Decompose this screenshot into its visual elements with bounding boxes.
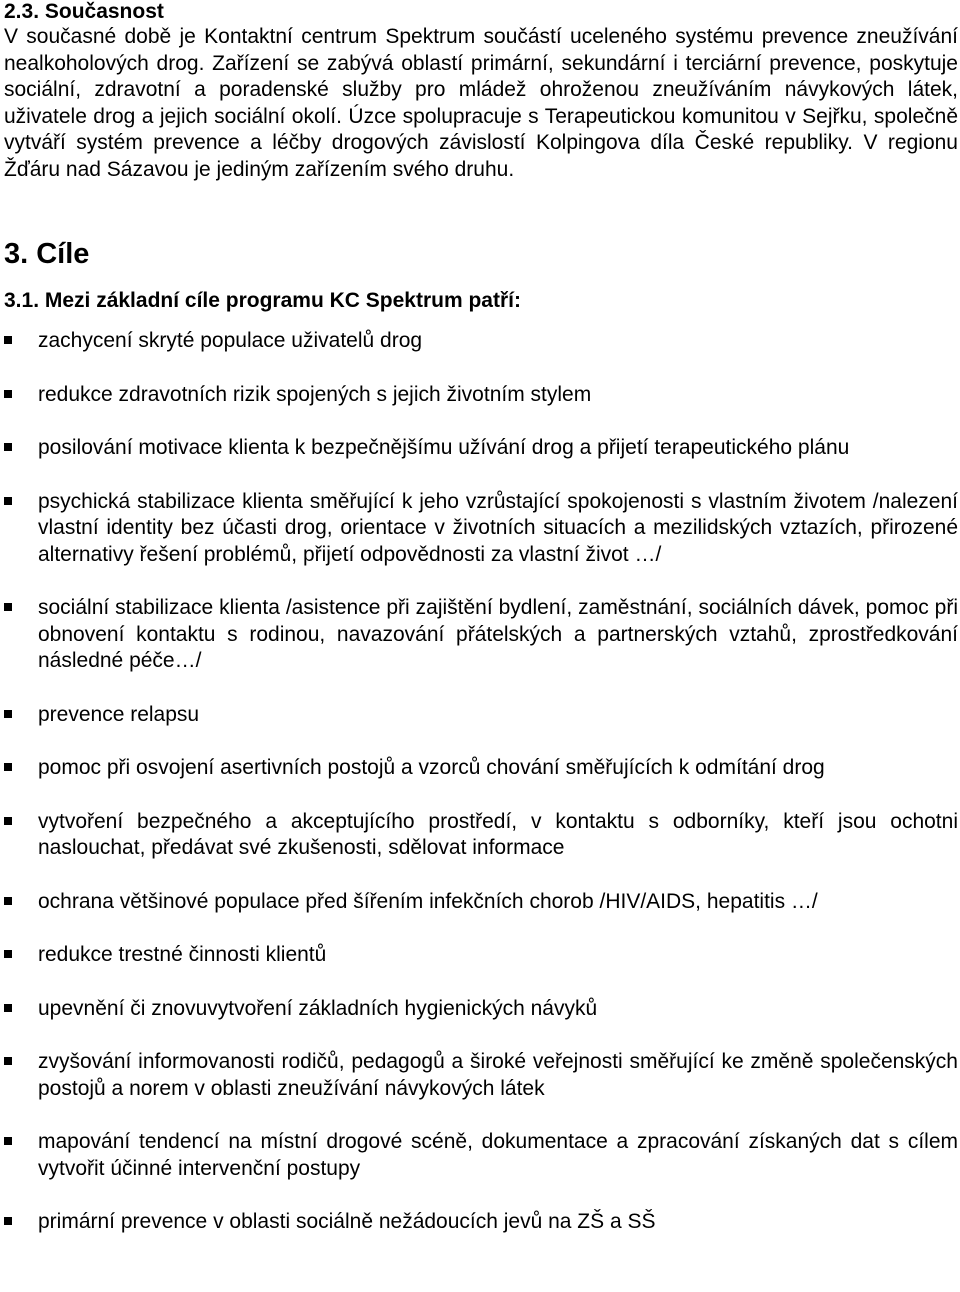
square-bullet-icon bbox=[4, 390, 12, 398]
chapter-heading: 3. Cíle bbox=[4, 238, 90, 270]
square-bullet-icon bbox=[4, 897, 12, 905]
list-item bbox=[4, 996, 958, 1023]
list-item-text: redukce zdravotních rizik spojených s jejich životním stylem bbox=[38, 382, 592, 406]
square-bullet-icon bbox=[4, 1004, 12, 1012]
list-item bbox=[4, 435, 958, 462]
list-item-text: zachycení skryté populace uživatelů drog bbox=[38, 329, 423, 352]
square-bullet-icon bbox=[4, 497, 12, 505]
list-item-text: sociální stabilizace klienta /asistence při zajištění bydlení, zaměstnání, sociálních dávek, pomoc při obnovení kontaktu s rodinou, navazování přátelských a partnerských vztahů, zprostředkování následné péče…/ bbox=[38, 596, 958, 672]
list-item bbox=[4, 1209, 958, 1236]
list-item-text: zvyšování informovanosti rodičů, pedagogů a široké veřejnosti směřující ke změně společenských postojů a norem v oblasti zneužívání návykových látek bbox=[38, 1050, 958, 1100]
square-bullet-icon bbox=[4, 1217, 12, 1225]
square-bullet-icon bbox=[4, 1057, 12, 1065]
list-item bbox=[4, 328, 958, 355]
list-item-text: prevence relapsu bbox=[38, 702, 200, 726]
list-item-text: primární prevence v oblasti sociálně nežádoucích jevů na ZŠ a SŠ bbox=[38, 1210, 656, 1233]
list-item bbox=[4, 382, 958, 409]
list-item bbox=[4, 809, 958, 862]
list-item-text: pomoc při osvojení asertivních postojů a vzorců chování směřujících k odmítání drog bbox=[38, 756, 825, 779]
list-item-text: ochrana většinové populace před šířením infekčních chorob /HIV/AIDS, hepatitis …/ bbox=[38, 889, 818, 913]
list-item-text: upevnění či znovuvytvoření základních hygienických návyků bbox=[38, 996, 598, 1020]
document-page bbox=[4, 0, 958, 1263]
list-item-text: redukce trestné činnosti klientů bbox=[38, 943, 327, 966]
square-bullet-icon bbox=[4, 603, 12, 611]
subsection-heading: 3.1. Mezi základní cíle programu KC Spektrum patří: bbox=[4, 289, 521, 312]
list-item bbox=[4, 595, 958, 675]
square-bullet-icon bbox=[4, 763, 12, 771]
list-item bbox=[4, 755, 958, 782]
goals-list bbox=[4, 328, 958, 1236]
list-item-text: mapování tendencí na místní drogové scéně, dokumentace a zpracování získaných dat s cílem vytvořit účinné intervenční postupy bbox=[38, 1130, 958, 1180]
list-item bbox=[4, 942, 958, 969]
section-paragraph: V současné době je Kontaktní centrum Spektrum součástí uceleného systému prevence zneužívání nealkoholových drog. Zařízení se zabývá oblastí primární, sekundární i terciární prevence, poskytuje sociální, zdravotní a poradenské služby pro mládež ohroženou zneužíváním návykových látek, uživatele drog a jejich sociální okolí. Úzce spolupracuje s Terapeutickou komunitou v Sejřku, společně vytváří systém prevence a léčby drogových závislostí Kolpingova díla České republiky. V regionu Žďáru nad Sázavou je jediným zařízením svého druhu. bbox=[4, 25, 958, 181]
list-item bbox=[4, 489, 958, 569]
list-item-text: posilování motivace klienta k bezpečnějšímu užívání drog a přijetí terapeutického plánu bbox=[38, 436, 850, 459]
list-item-text: vytvoření bezpečného a akceptujícího prostředí, v kontaktu s odborníky, kteří jsou ochotni naslouchat, předávat své zkušenosti, sdělovat informace bbox=[38, 809, 958, 859]
list-item-text: psychická stabilizace klienta směřující k jeho vzrůstající spokojenosti s vlastním životem /nalezení vlastní identity bez účasti drog, orientace v životních situacích a mezilidských vztazích, přirozené alternativy řešení problémů, přijetí odpovědnosti za vlastní život …/ bbox=[38, 489, 958, 566]
list-item bbox=[4, 1049, 958, 1102]
square-bullet-icon bbox=[4, 1137, 12, 1145]
square-bullet-icon bbox=[4, 817, 12, 825]
square-bullet-icon bbox=[4, 336, 12, 344]
list-item bbox=[4, 889, 958, 916]
square-bullet-icon bbox=[4, 710, 12, 718]
square-bullet-icon bbox=[4, 443, 12, 451]
list-item bbox=[4, 1129, 958, 1182]
list-item bbox=[4, 702, 958, 729]
square-bullet-icon bbox=[4, 950, 12, 958]
section-heading: 2.3. Současnost bbox=[4, 0, 164, 23]
